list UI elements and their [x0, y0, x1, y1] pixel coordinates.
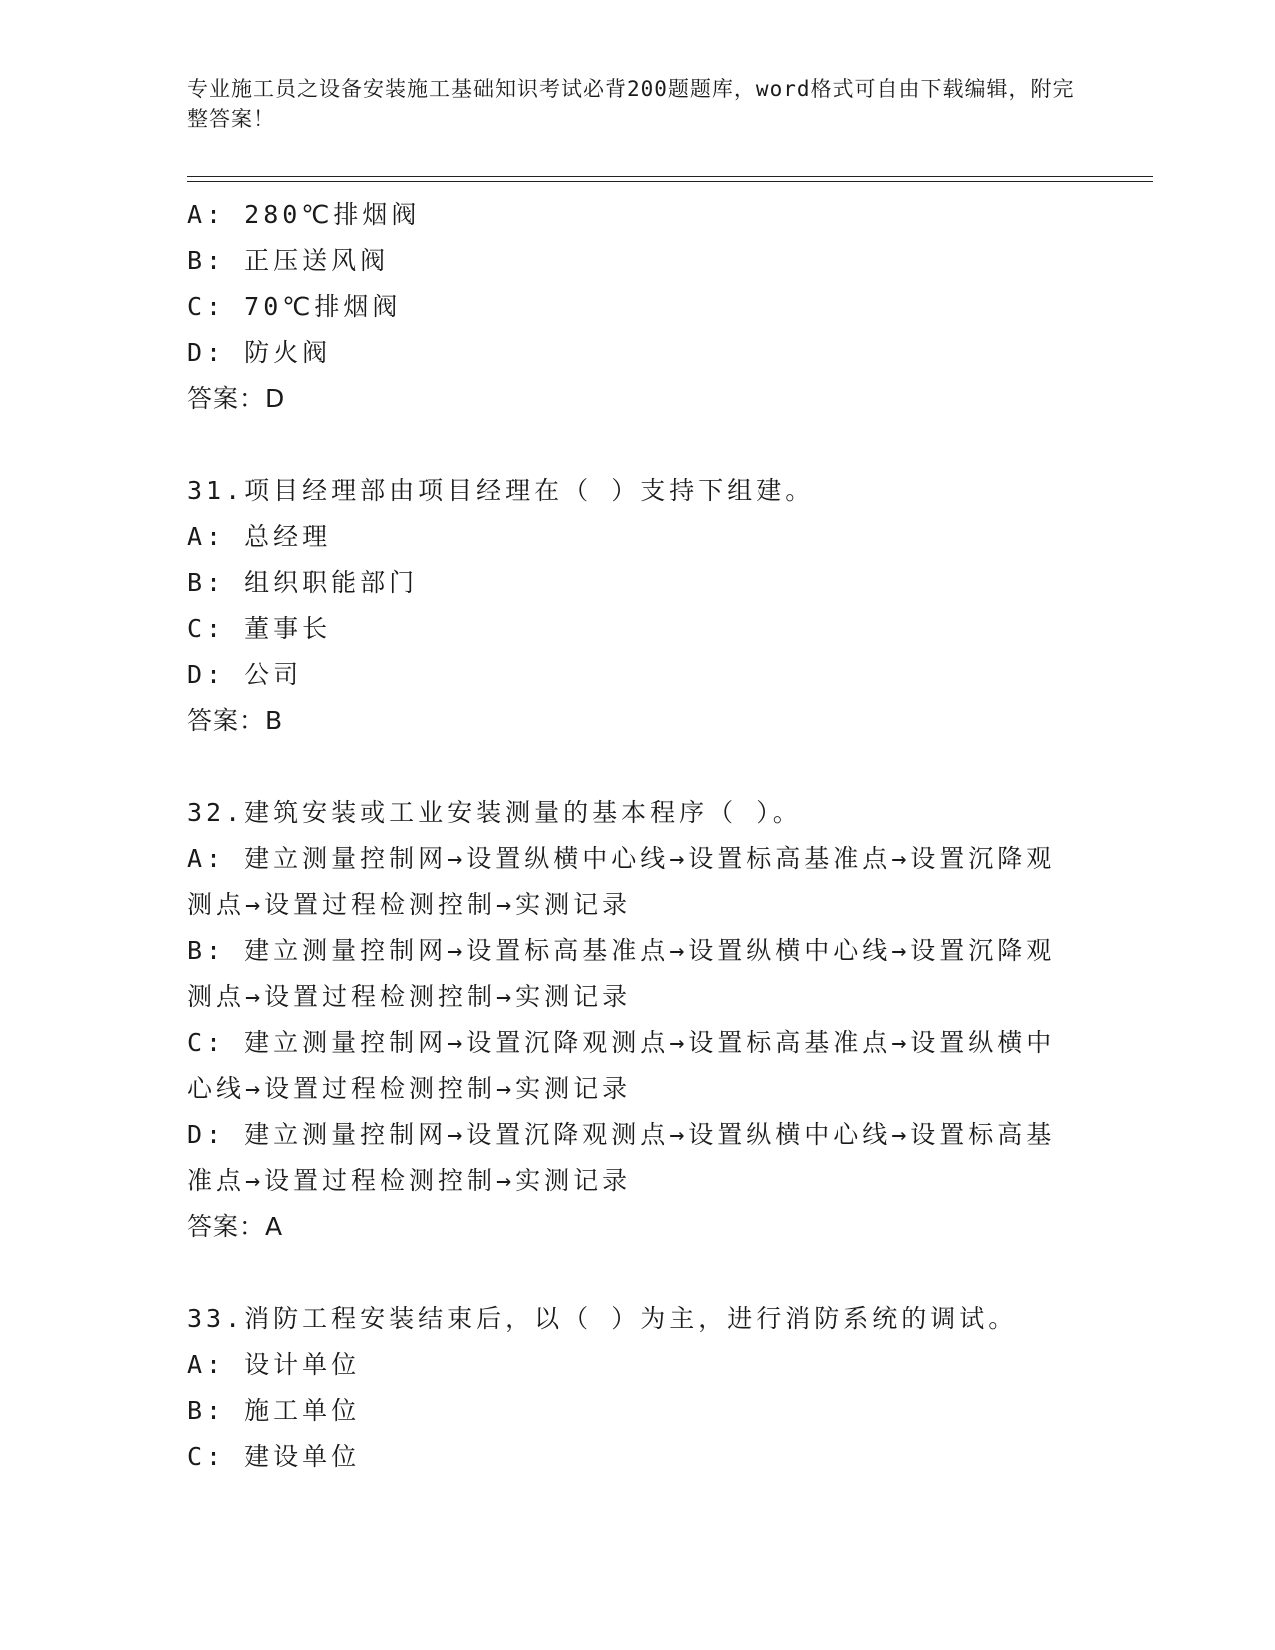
option-d: D: 公司 [187, 660, 303, 689]
question-31 [187, 468, 1087, 744]
option-b: B: 施工单位 [187, 1396, 361, 1425]
option-a: A: 设计单位 [187, 1350, 361, 1379]
option-a: A: 总经理 [187, 522, 332, 551]
option-b: B: 正压送风阀 [187, 246, 390, 275]
option-c: C: 70℃排烟阀 [187, 292, 402, 321]
question-33 [187, 1296, 1087, 1480]
spacer [187, 1250, 1087, 1296]
document-header: 专业施工员之设备安装施工基础知识考试必背200题题库，word格式可自由下载编辑，附完整答案！ [187, 77, 1075, 131]
question-32 [187, 790, 1087, 1250]
spacer [187, 744, 1087, 790]
option-c: C: 建设单位 [187, 1442, 361, 1471]
question-30-continued [187, 192, 1087, 422]
answer: 答案：D [187, 384, 286, 413]
option-c: C: 董事长 [187, 614, 332, 643]
option-d: D: 防火阀 [187, 338, 332, 367]
header-rule-bottom [187, 181, 1153, 182]
question-stem: 33.消防工程安装结束后，以（ ）为主，进行消防系统的调试。 [187, 1304, 1018, 1333]
spacer [187, 422, 1087, 468]
answer: 答案：A [187, 1212, 284, 1241]
option-b: B: 组织职能部门 [187, 568, 419, 597]
question-stem: 31.项目经理部由项目经理在（ ）支持下组建。 [187, 476, 815, 505]
option-a: A: 280℃排烟阀 [187, 200, 421, 229]
answer: 答案：B [187, 706, 284, 735]
option-a: A: 建立测量控制网→设置纵横中心线→设置标高基准点→设置沉降观测点→设置过程检测控制→实测记录 [187, 844, 1056, 919]
option-c: C: 建立测量控制网→设置沉降观测点→设置标高基准点→设置纵横中心线→设置过程检测控制→实测记录 [187, 1028, 1056, 1103]
option-b: B: 建立测量控制网→设置标高基准点→设置纵横中心线→设置沉降观测点→设置过程检测控制→实测记录 [187, 936, 1056, 1011]
header-rule-top [187, 176, 1153, 177]
option-d: D: 建立测量控制网→设置沉降观测点→设置纵横中心线→设置标高基准点→设置过程检测控制→实测记录 [187, 1120, 1056, 1195]
question-stem: 32.建筑安装或工业安装测量的基本程序（ ）。 [187, 798, 802, 827]
question-list [187, 192, 1087, 1480]
